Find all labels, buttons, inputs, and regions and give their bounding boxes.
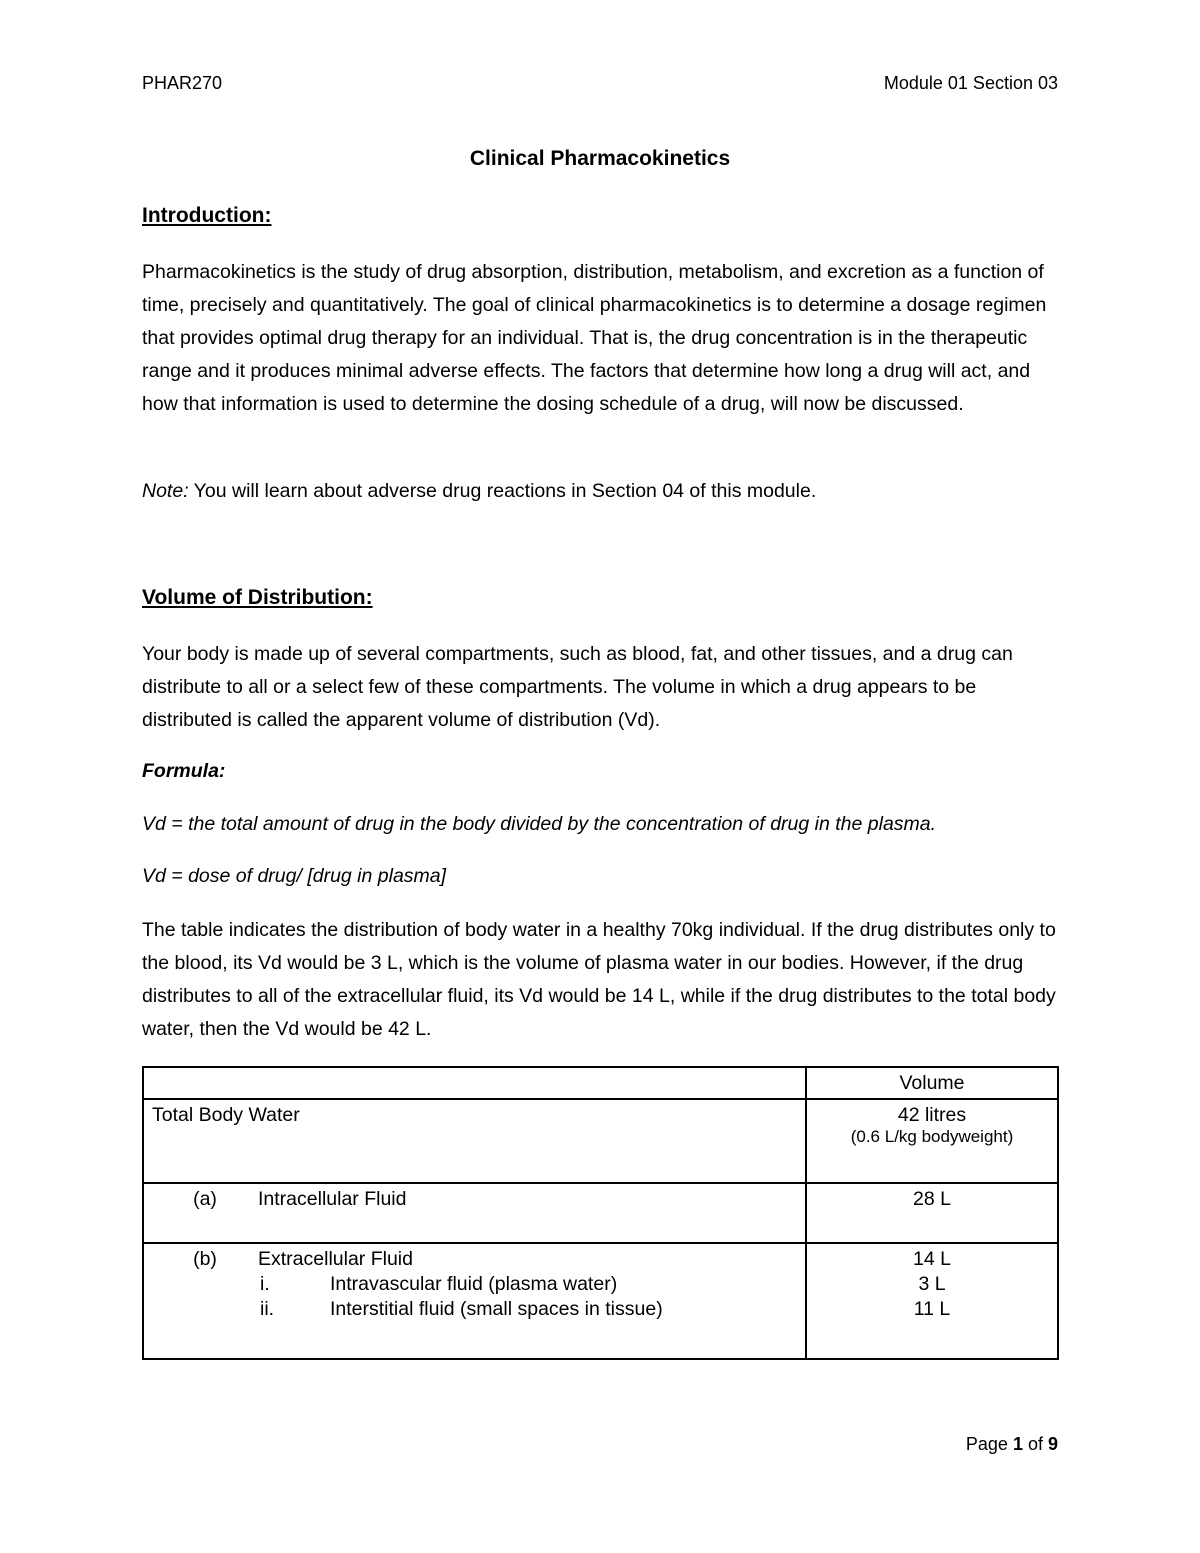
ec-value: 14 L	[913, 1248, 951, 1270]
table-intro	[142, 914, 1062, 1046]
table-row-extracellular	[143, 1243, 1058, 1359]
formula-label: Formula:	[142, 760, 226, 782]
intro-heading: Introduction:	[142, 204, 272, 227]
formula-1: Vd = the total amount of drug in the body divided by the concentration of drug in the plasma.	[142, 813, 937, 835]
iv-label: Intravascular fluid (plasma water)	[330, 1273, 618, 1295]
is-mark: ii.	[260, 1298, 275, 1320]
table-header-row	[143, 1067, 1058, 1099]
intro-paragraph	[142, 256, 1062, 421]
ec-mark: (b)	[193, 1248, 217, 1270]
note-label: Note:	[142, 480, 189, 502]
body-water-table	[142, 1066, 1059, 1360]
ec-label: Extracellular Fluid	[258, 1248, 413, 1270]
vd-heading: Volume of Distribution:	[142, 586, 373, 609]
vd-paragraph	[142, 638, 1062, 737]
header-course: PHAR270	[142, 73, 223, 93]
note-text: You will learn about adverse drug reactions in Section 04 of this module.	[188, 480, 817, 502]
intro-text: Pharmacokinetics is the study of drug absorption, distribution, metabolism, and excretion as a function of time, precisely and quantitatively. The goal of clinical pharmacokinetics is to determine a dosage regimen that provides optimal drug therapy for an individual. That is, the drug concentration is in the therapeutic range and it produces minimal adverse effects. The factors that determine how long a drug will act, and how that information is used to determine the dosing schedule of a drug, will now be discussed.	[142, 261, 1047, 415]
is-value: 11 L	[913, 1298, 951, 1320]
table-header-blank	[143, 1067, 806, 1099]
page-number: Page 1 of 9	[965, 1434, 1058, 1454]
current-page: 1	[1012, 1434, 1023, 1454]
header-module: Module 01 Section 03	[883, 73, 1058, 93]
page-title: Clinical Pharmacokinetics	[469, 147, 731, 170]
volume-column-header: Volume	[806, 1067, 1058, 1099]
iv-value: 3 L	[918, 1273, 946, 1295]
total-value: 42 litres	[897, 1104, 967, 1126]
iv-mark: i.	[260, 1273, 270, 1295]
total-pages: 9	[1047, 1434, 1058, 1454]
total-label: Total Body Water	[152, 1104, 300, 1126]
table-row-total	[143, 1099, 1058, 1183]
formula-2: Vd = dose of drug/ [drug in plasma]	[142, 865, 447, 887]
table-intro-text: The table indicates the distribution of body water in a healthy 70kg individual. If the drug distributes only to the blood, its Vd would be 3 L, which is the volume of plasma water in our bodies. However, if the drug distributes to all of the extracellular fluid, its Vd would be 14 L, while if the drug distributes to the total body water, then the Vd would be 42 L.	[142, 919, 1056, 1040]
table-row-intracellular	[143, 1183, 1058, 1243]
intro-note	[142, 475, 1062, 508]
is-label: Interstitial fluid (small spaces in tissue)	[330, 1298, 663, 1320]
ic-label: Intracellular Fluid	[258, 1188, 407, 1210]
total-note: (0.6 L/kg bodyweight)	[850, 1127, 1014, 1146]
ic-value: 28 L	[913, 1188, 951, 1210]
vd-text: Your body is made up of several compartments, such as blood, fat, and other tissues, and a drug can distribute to all or a select few of these compartments. The volume in which a drug appears to be distributed is called the apparent volume of distribution (Vd).	[142, 643, 1013, 731]
ic-mark: (a)	[193, 1188, 217, 1210]
